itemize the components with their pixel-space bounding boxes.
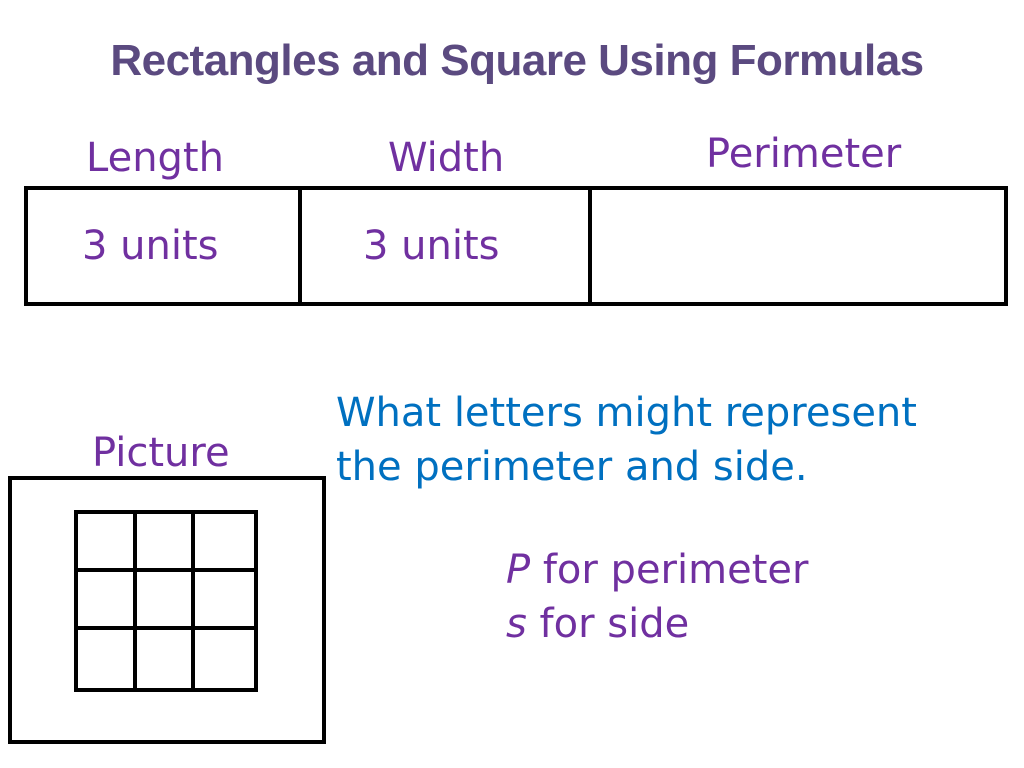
picture-label: Picture [92,430,230,476]
answer-line-perimeter [506,543,808,597]
unit-square [78,630,137,688]
unit-square [137,572,196,630]
question-line-1: What letters might represent [336,390,917,436]
length-cell [28,190,302,302]
unit-square [78,514,137,572]
question-line-2: the perimeter and side. [336,444,808,490]
unit-square [78,572,137,630]
width-header: Width [388,135,505,181]
unit-square [195,514,254,572]
question-text [336,386,1016,494]
square-grid [74,510,258,692]
answer-block [506,543,808,651]
side-letter: s [506,601,527,647]
measurement-table [24,186,1008,306]
unit-square [195,572,254,630]
length-header: Length [86,135,224,181]
perimeter-letter: P [506,547,531,593]
perimeter-header: Perimeter [706,131,902,177]
answer-line-side [506,597,808,651]
unit-square [137,630,196,688]
page-title: Rectangles and Square Using Formulas [110,36,924,85]
perimeter-cell [592,190,1004,302]
unit-square [195,630,254,688]
perimeter-meaning: for perimeter [530,547,809,593]
width-cell [302,190,592,302]
width-value: 3 units [363,223,500,269]
side-meaning: for side [526,601,690,647]
length-value: 3 units [82,223,219,269]
unit-square [137,514,196,572]
